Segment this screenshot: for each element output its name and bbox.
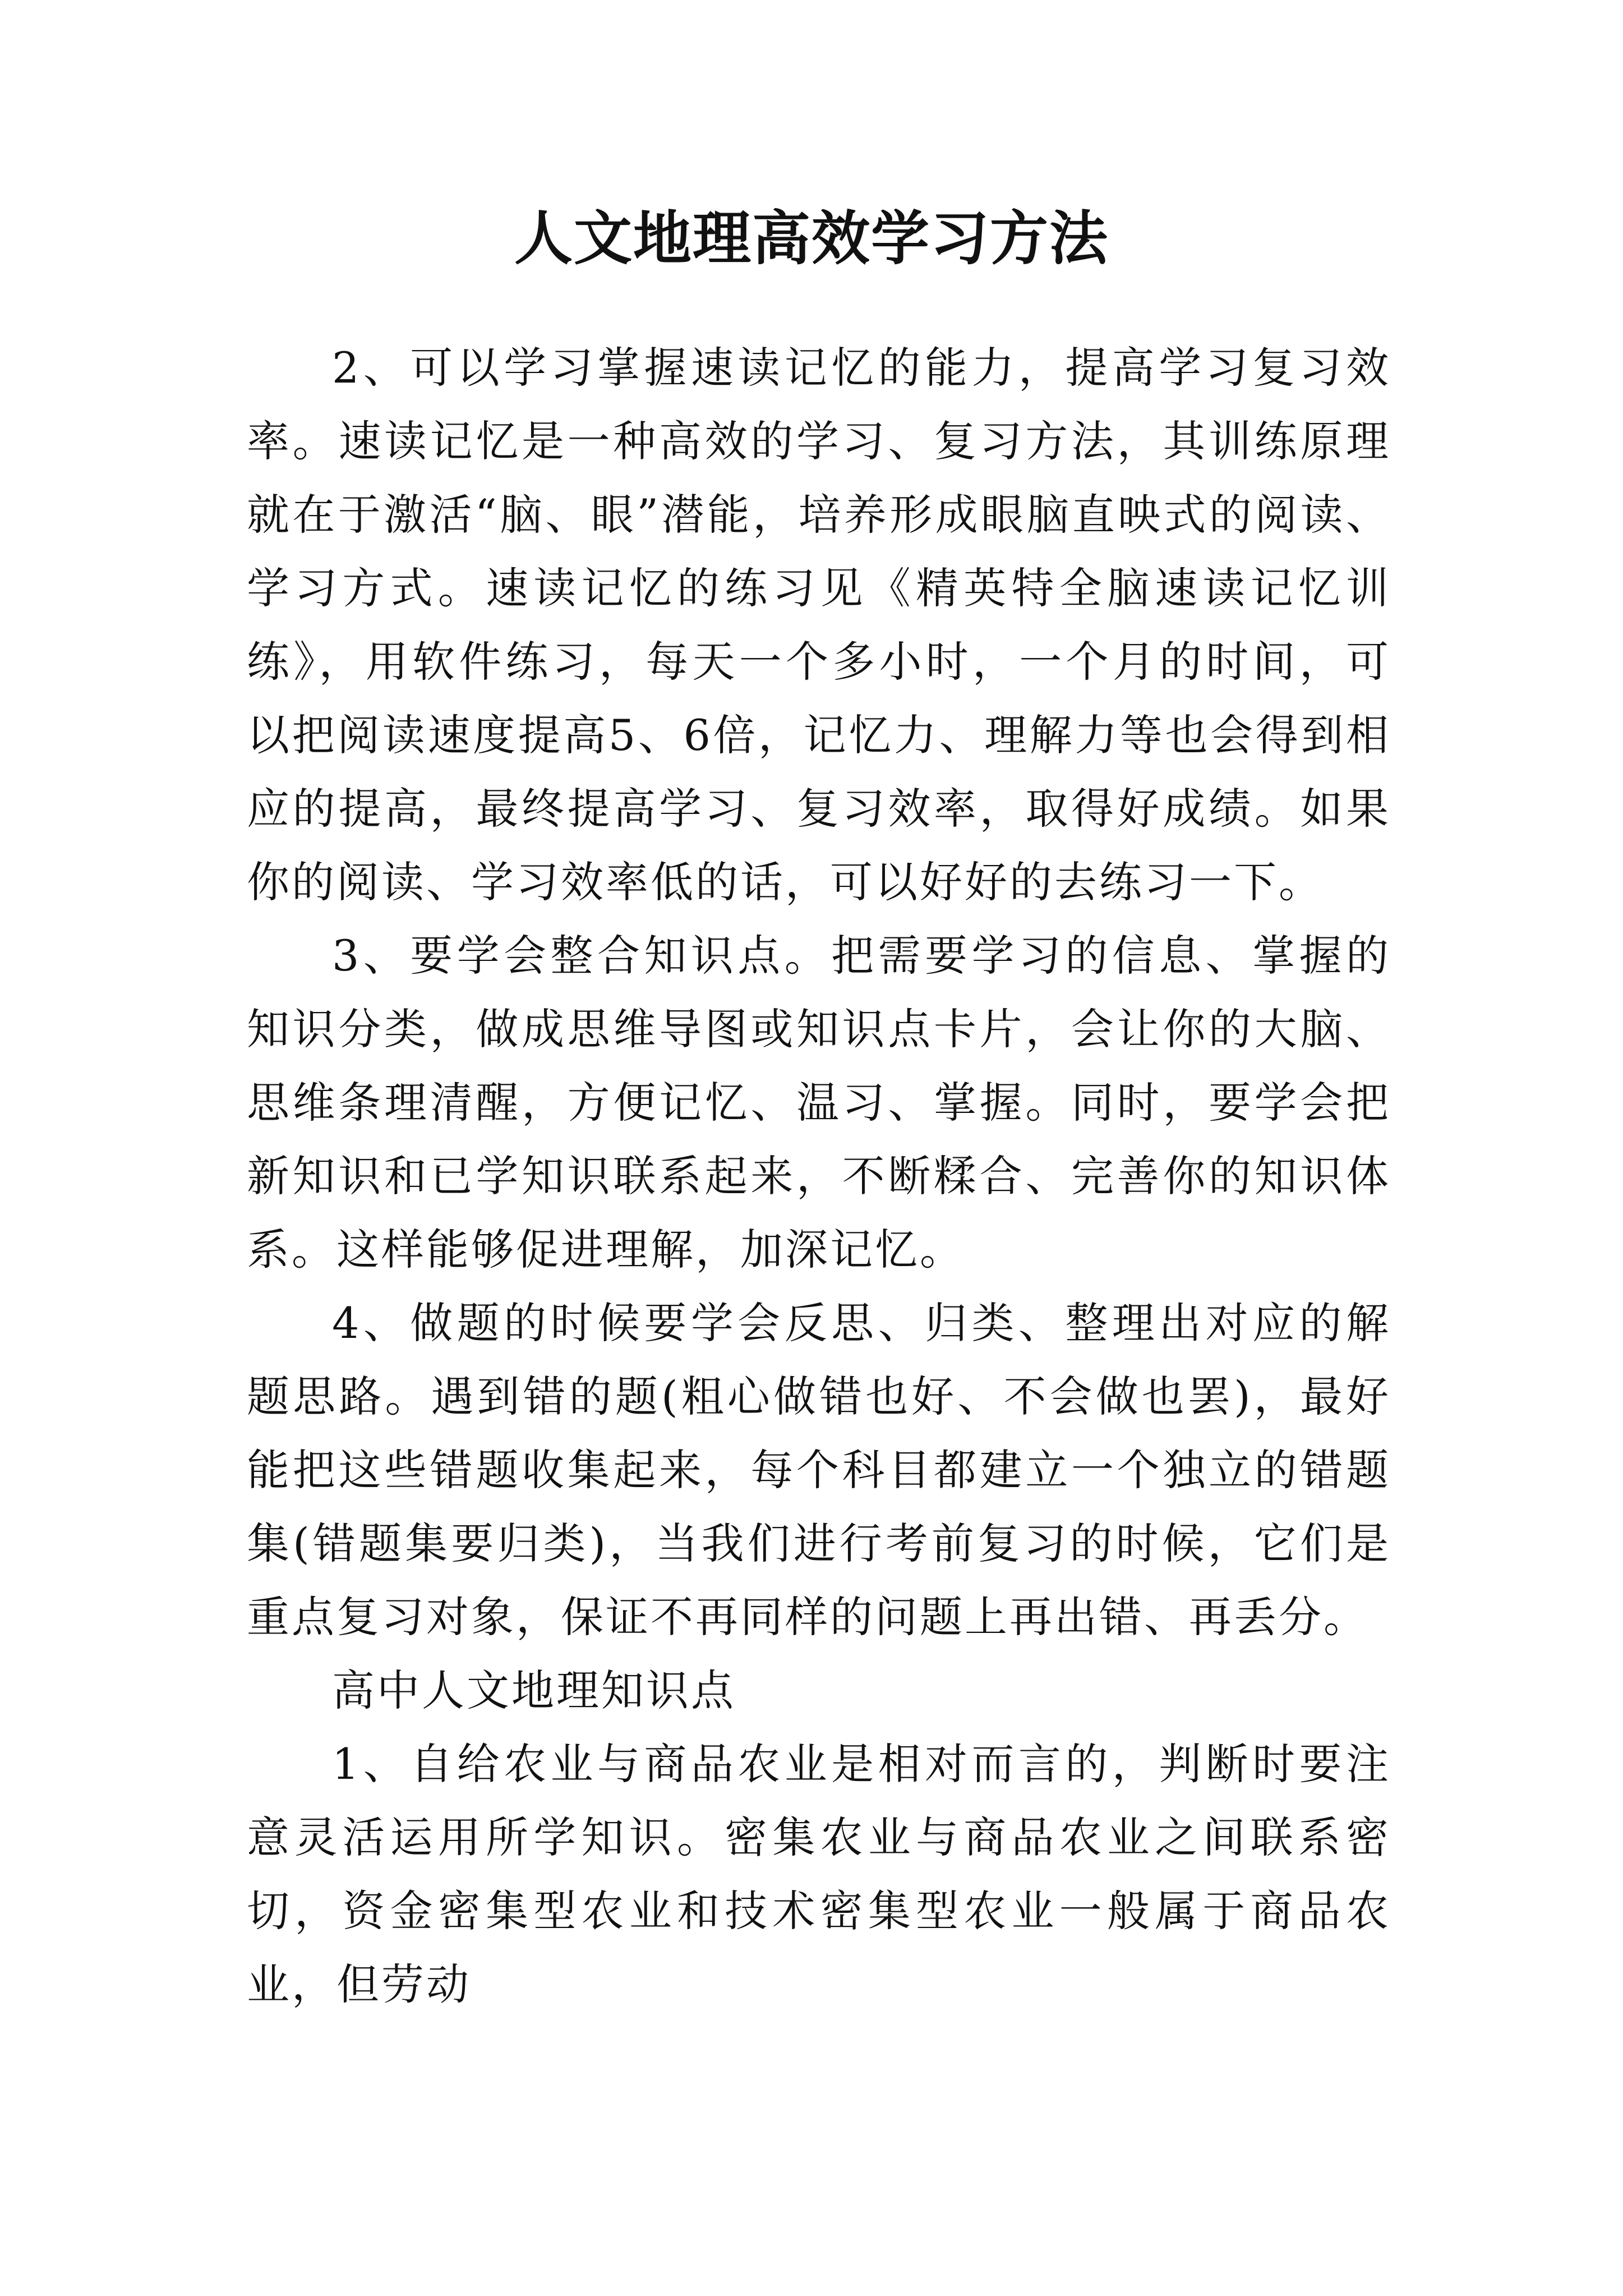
paragraph-knowledge-integration: 3、要学会整合知识点。把需要学习的信息、掌握的知识分类，做成思维导图或知识点卡片，会让你的大脑、思维条理清醒，方便记忆、温习、掌握。同时，要学会把新知识和已学知识联系起来，不断糅合、完善你的知识体系。这样能够促进理解，加深记忆。 <box>247 931 1391 1274</box>
page-title: 人文地理高效学习方法 <box>514 204 1109 273</box>
paragraph-speed-reading: 2、可以学习掌握速读记忆的能力，提高学习复习效率。速读记忆是一种高效的学习、复习方法，其训练原理就在于激活“脑、眼”潜能，培养形成眼脑直映式的阅读、学习方式。速读记忆的练习见《精英特全脑速读记忆训练》，用软件练习，每天一个多小时，一个月的时间，可以把阅读速度提高5、6倍，记忆力、理解力等也会得到相应的提高，最终提高学习、复习效率，取得好成绩。如果你的阅读、学习效率低的话，可以好好的去练习一下。 <box>247 343 1391 907</box>
paragraph-error-review: 4、做题的时候要学会反思、归类、整理出对应的解题思路。遇到错的题(粗心做错也好、不会做也罢)，最好能把这些错题收集起来，每个科目都建立一个独立的错题集(错题集要归类)，当我们进行考前复习的时候，它们是重点复习对象，保证不再同样的问题上再出错、再丢分。 <box>247 1298 1391 1642</box>
section-heading: 高中人文地理知识点 <box>332 1665 736 1715</box>
paragraph-agriculture: 1、自给农业与商品农业是相对而言的，判断时要注意灵活运用所学知识。密集农业与商品农业之间联系密切，资金密集型农业和技术密集型农业一般属于商品农业，但劳动 <box>247 1739 1391 2009</box>
document-body <box>247 331 1391 2021</box>
